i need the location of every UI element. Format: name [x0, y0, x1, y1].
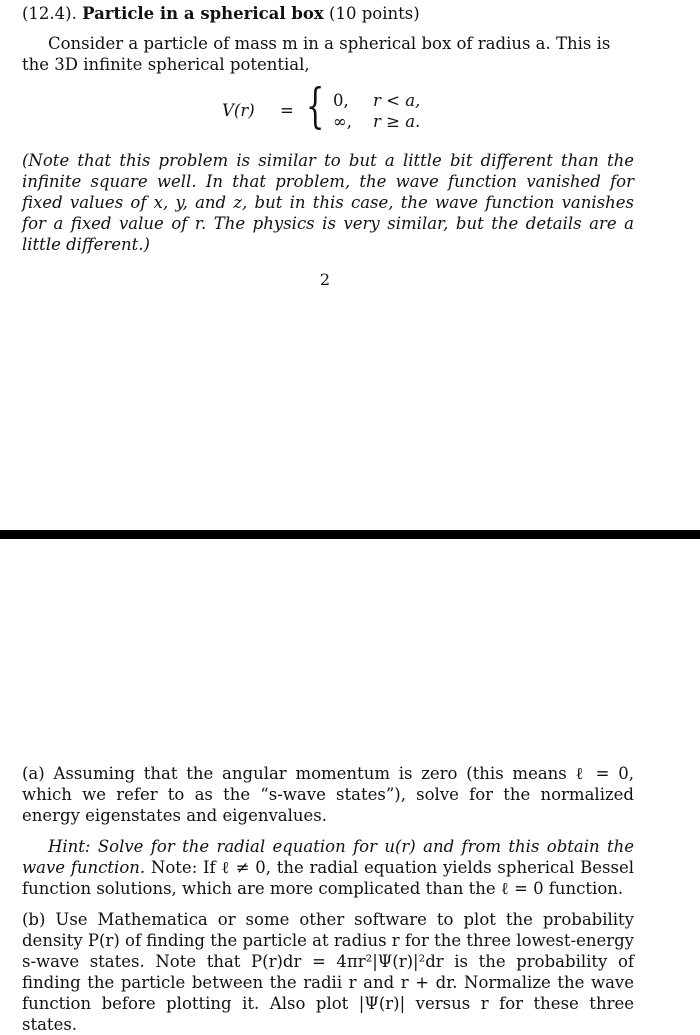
case2-condition: r ≥ a. — [373, 112, 421, 131]
hint-italic: Hint: Solve for the radial equation for u(r) and from this obtain the wave function. — [22, 837, 634, 877]
case1-value: 0, — [333, 91, 349, 110]
intro-paragraph: Consider a particle of mass m in a spherical box of radius a. This is the 3D infinite spherical potential, — [22, 34, 611, 74]
potential-equation — [210, 78, 470, 134]
case1-condition: r < a, — [373, 91, 421, 110]
curly-brace: { — [306, 78, 325, 134]
case2-value: ∞, — [333, 112, 352, 131]
problem-number: (12.4). — [22, 4, 77, 23]
page-divider — [0, 530, 700, 539]
note-paragraph: (Note that this problem is similar to but a little bit different than the infinite square well. In that problem, the wave function vanished for fixed values of x, y, and z, but in this case, the wave function vanishes for a fixed value of r. The physics is very similar, but the details are a little different.) — [22, 151, 634, 254]
problem-heading — [22, 3, 634, 24]
page-number: 2 — [319, 270, 331, 289]
equation-equals: = — [280, 101, 294, 120]
part-b-paragraph: (b) Use Mathematica or some other software to plot the probability density P(r) of finding the particle at radius r for the three lowest-energy s-wave states. Note that P(r)dr = 4πr²|Ψ(r)|²dr is the probability of finding the particle between the radii r and r + dr. Normalize the wave function before plotting it. Also plot |Ψ(r)| versus r for these three states. — [22, 910, 634, 1034]
hint-paragraph — [22, 836, 634, 899]
part-a-paragraph: (a) Assuming that the angular momentum is zero (this means ℓ = 0, which we refer to as the “s-wave states”), solve for the normalized energy eigenstates and eigenvalues. — [22, 764, 634, 825]
problem-points: (10 points) — [329, 4, 420, 23]
equation-lhs: V(r) — [222, 101, 255, 120]
problem-title: Particle in a spherical box — [82, 4, 324, 23]
hint-note: Note: If ℓ ≠ 0, the radial equation yields spherical Bessel function solutions, which are more complicated than the ℓ = 0 function. — [22, 858, 635, 898]
